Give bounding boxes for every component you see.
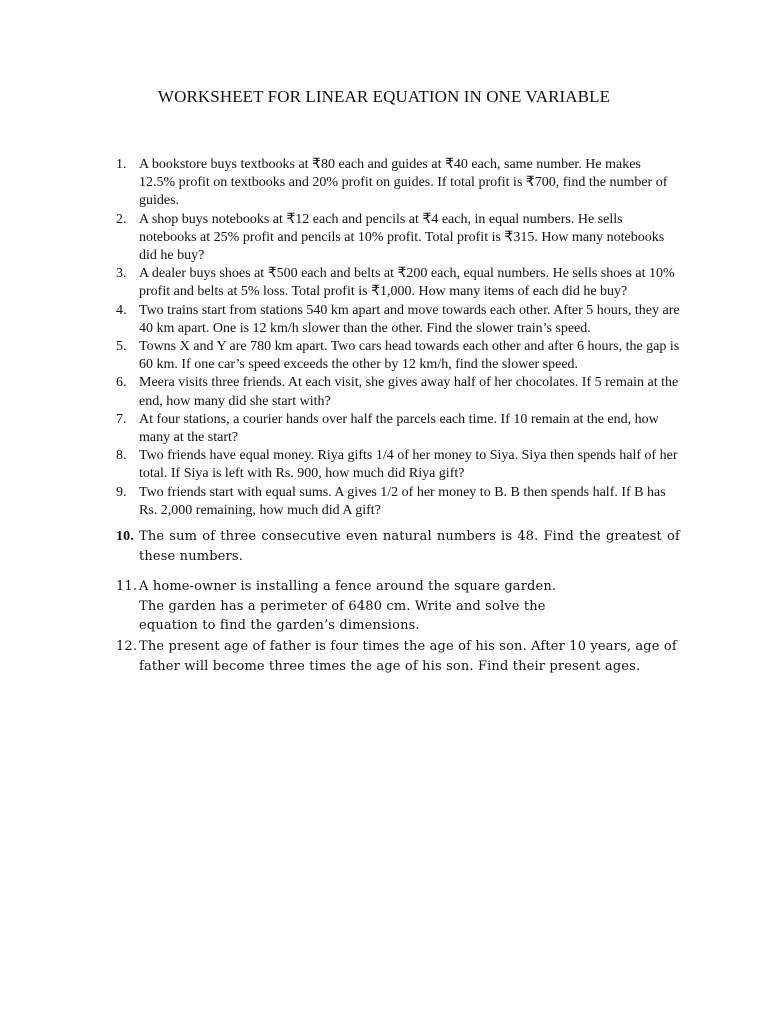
question-number: 5. bbox=[116, 339, 127, 355]
question-item bbox=[110, 374, 680, 410]
question-text: Two friends start with equal sums. A gives 1/2 of her money to B. B then spends half. If B has Rs. 2,000 remaining, how much did A gift? bbox=[139, 484, 666, 518]
question-number: 2. bbox=[116, 211, 127, 227]
question-text: Towns X and Y are 780 km apart. Two cars head towards each other and after 6 hours, the gap is 60 km. If one car’s speed exceeds the other by 12 km/h, find the slower speed. bbox=[139, 339, 680, 373]
question-text: Meera visits three friends. At each visit, she gives away half of her chocolates. If 5 remain at the end, how many did she start with? bbox=[139, 375, 679, 409]
question-item bbox=[110, 411, 680, 447]
question-number: 1. bbox=[116, 157, 127, 172]
question-number: 6. bbox=[116, 375, 127, 391]
question-number: 9. bbox=[116, 484, 127, 500]
question-text: A home-owner is installing a fence around the square garden. The garden has a perimeter of 6480 cm. Write and solve the equation to find the garden’s dimensions. bbox=[139, 579, 557, 634]
question-text: A dealer buys shoes at ₹500 each and belts at ₹200 each, equal numbers. He sells shoes at 10% profit and belts at 5% loss. Total profit is ₹1,000. How many items of each did he buy? bbox=[139, 266, 675, 300]
question-text: A shop buys notebooks at ₹12 each and pencils at ₹4 each, in equal numbers. He sells notebooks at 25% profit and pencils at 10% profit. Total profit is ₹315. How many notebooks did he buy? bbox=[139, 211, 665, 264]
question-item bbox=[110, 156, 680, 211]
question-item bbox=[110, 265, 680, 301]
question-number: 3. bbox=[116, 266, 127, 282]
question-item bbox=[110, 447, 680, 483]
question-item bbox=[110, 211, 680, 266]
question-number: 4. bbox=[116, 302, 127, 318]
question-number: 10. bbox=[116, 529, 134, 545]
question-text: The sum of three consecutive even natural numbers is 48. Find the greatest of these numbers. bbox=[139, 529, 680, 564]
question-text: At four stations, a courier hands over half the parcels each time. If 10 remain at the end, how many at the start? bbox=[139, 411, 659, 446]
question-text: Two trains start from stations 540 km apart and move towards each other. After 5 hours, they are 40 km apart. One is 12 km/h slower than the other. Find the slower train’s speed. bbox=[139, 302, 680, 336]
question-item bbox=[110, 637, 680, 676]
question-item bbox=[110, 484, 680, 520]
worksheet-title: WORKSHEET FOR LINEAR EQUATION IN ONE VARIABLE bbox=[157, 87, 611, 106]
question-item bbox=[110, 338, 680, 374]
question-text: Two friends have equal money. Riya gifts 1/4 of her money to Siya. Siya then spends half of her total. If Siya is left with Rs. 900, how much did Riya gift? bbox=[139, 448, 678, 482]
question-number: 11. bbox=[116, 579, 138, 595]
question-number: 8. bbox=[116, 448, 127, 464]
question-number: 12. bbox=[116, 639, 138, 655]
question-item bbox=[110, 302, 680, 338]
question-item bbox=[110, 527, 680, 566]
question-number: 7. bbox=[116, 411, 127, 427]
question-text: The present age of father is four times the age of his son. After 10 years, age of father will become three times the age of his son. Find their present ages. bbox=[139, 639, 677, 674]
question-text: A bookstore buys textbooks at ₹80 each and guides at ₹40 each, same number. He makes 12.5% profit on textbooks and 20% profit on guides. If total profit is ₹700, find the number of guides. bbox=[139, 157, 668, 209]
question-item bbox=[110, 577, 680, 636]
question-list bbox=[110, 156, 680, 676]
